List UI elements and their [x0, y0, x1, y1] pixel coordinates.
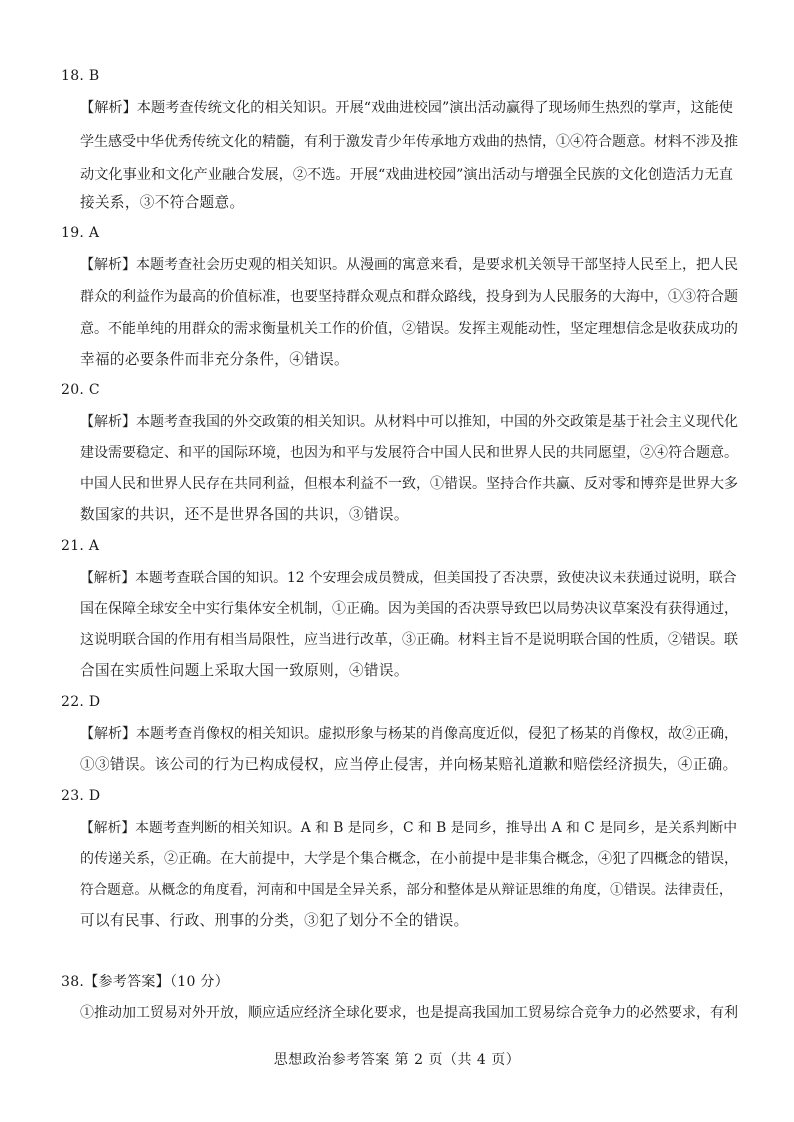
analysis-line: 中国人民和世界人民存在共同利益，但根本利益不一致，①错误。坚持合作共赢、反对零和博弈是世界大多	[80, 476, 738, 492]
answer-number: 19. A	[61, 225, 100, 241]
q38-answer-line: ①推动加工贸易对外开放，顺应适应经济全球化要求，也是提高我国加工贸易综合竞争力的必然要求，有利	[80, 1005, 738, 1021]
analysis-line: 【解析】本题考查联合国的知识。12 个安理会成员赞成，但美国投了否决票，致使决议未获通过说明，联合	[80, 570, 737, 586]
analysis-line: 【解析】本题考查社会历史观的相关知识。从漫画的寓意来看，是要求机关领导干部坚持人民至上，把人民	[80, 257, 738, 273]
analysis-line: 的传递关系，②正确。在大前提中，大学是个集合概念，在小前提中是非集合概念，④犯了四概念的错误，	[80, 851, 738, 867]
answer-number: 23. D	[61, 788, 101, 804]
analysis-line: 接关系，③不符合题意。	[80, 194, 245, 211]
analysis-line: 【解析】本题考查肖像权的相关知识。虚拟形象与杨某的肖像高度近似，侵犯了杨某的肖像权，故②正确，	[80, 726, 738, 742]
analysis-line: 意。不能单纯的用群众的需求衡量机关工作的价值，②错误。发挥主观能动性，坚定理想信念是收获成功的	[80, 321, 738, 337]
analysis-line: 幸福的必要条件而非充分条件，④错误。	[80, 351, 349, 368]
analysis-line: 可以有民事、行政、刑事的分类，③犯了划分不全的错误。	[80, 912, 469, 929]
answer-number: 21. A	[61, 538, 100, 554]
analysis-line: 【解析】本题考查判断的相关知识。A 和 B 是同乡，C 和 B 是同乡，推导出 A 和 C 是同乡，是关系判断中	[80, 820, 738, 836]
analysis-line: 建设需要稳定、和平的国际环境，也因为和平与发展符合中国人民和世界人民的共同愿望，②④符合题意。	[80, 445, 738, 461]
analysis-line: 【解析】本题考查传统文化的相关知识。开展“戏曲进校园”演出活动赢得了现场师生热烈的掌声，这能使	[80, 100, 733, 116]
answer-number: 18. B	[61, 68, 100, 84]
analysis-line: 数国家的共识，还不是世界各国的共识，③错误。	[80, 506, 409, 523]
analysis-line: 学生感受中华优秀传统文化的精髓，有利于激发青少年传承地方戏曲的热情，①④符合题意。材料不涉及推	[80, 134, 738, 150]
page-footer: 思想政治参考答案 第 2 页（共 4 页）	[273, 1052, 521, 1068]
analysis-line: 国在保障全球安全中实行集体安全机制，①正确。因为美国的否决票导致巴以局势决议草案没有获得通过，	[80, 601, 738, 617]
analysis-line: 合国在实质性问题上采取大国一致原则，④错误。	[80, 662, 409, 679]
analysis-line: 这说明联合国的作用有相当局限性，应当进行改革，③正确。材料主旨不是说明联合国的性质，②错误。联	[80, 632, 738, 648]
analysis-line: ①③错误。该公司的行为已构成侵权，应当停止侵害，并向杨某赔礼道歉和赔偿经济损失，④正确。	[80, 756, 738, 773]
q38-heading: 38.【参考答案】（10 分）	[61, 974, 230, 990]
analysis-line: 群众的利益作为最高的价值标准，也要坚持群众观点和群众路线，投身到为人民服务的大海中，①③符合题	[80, 289, 738, 305]
answer-number: 20. C	[61, 382, 100, 398]
analysis-line: 动文化事业和文化产业融合发展，②不选。开展“戏曲进校园”演出活动与增强全民族的文化创造活力无直	[80, 167, 733, 183]
analysis-line: 符合题意。从概念的角度看，河南和中国是全异关系，部分和整体是从辩证思维的角度，①错误。法律责任，	[80, 882, 733, 898]
analysis-line: 【解析】本题考查我国的外交政策的相关知识。从材料中可以推知，中国的外交政策是基于社会主义现代化	[80, 414, 738, 430]
answer-number: 22. D	[61, 694, 101, 710]
